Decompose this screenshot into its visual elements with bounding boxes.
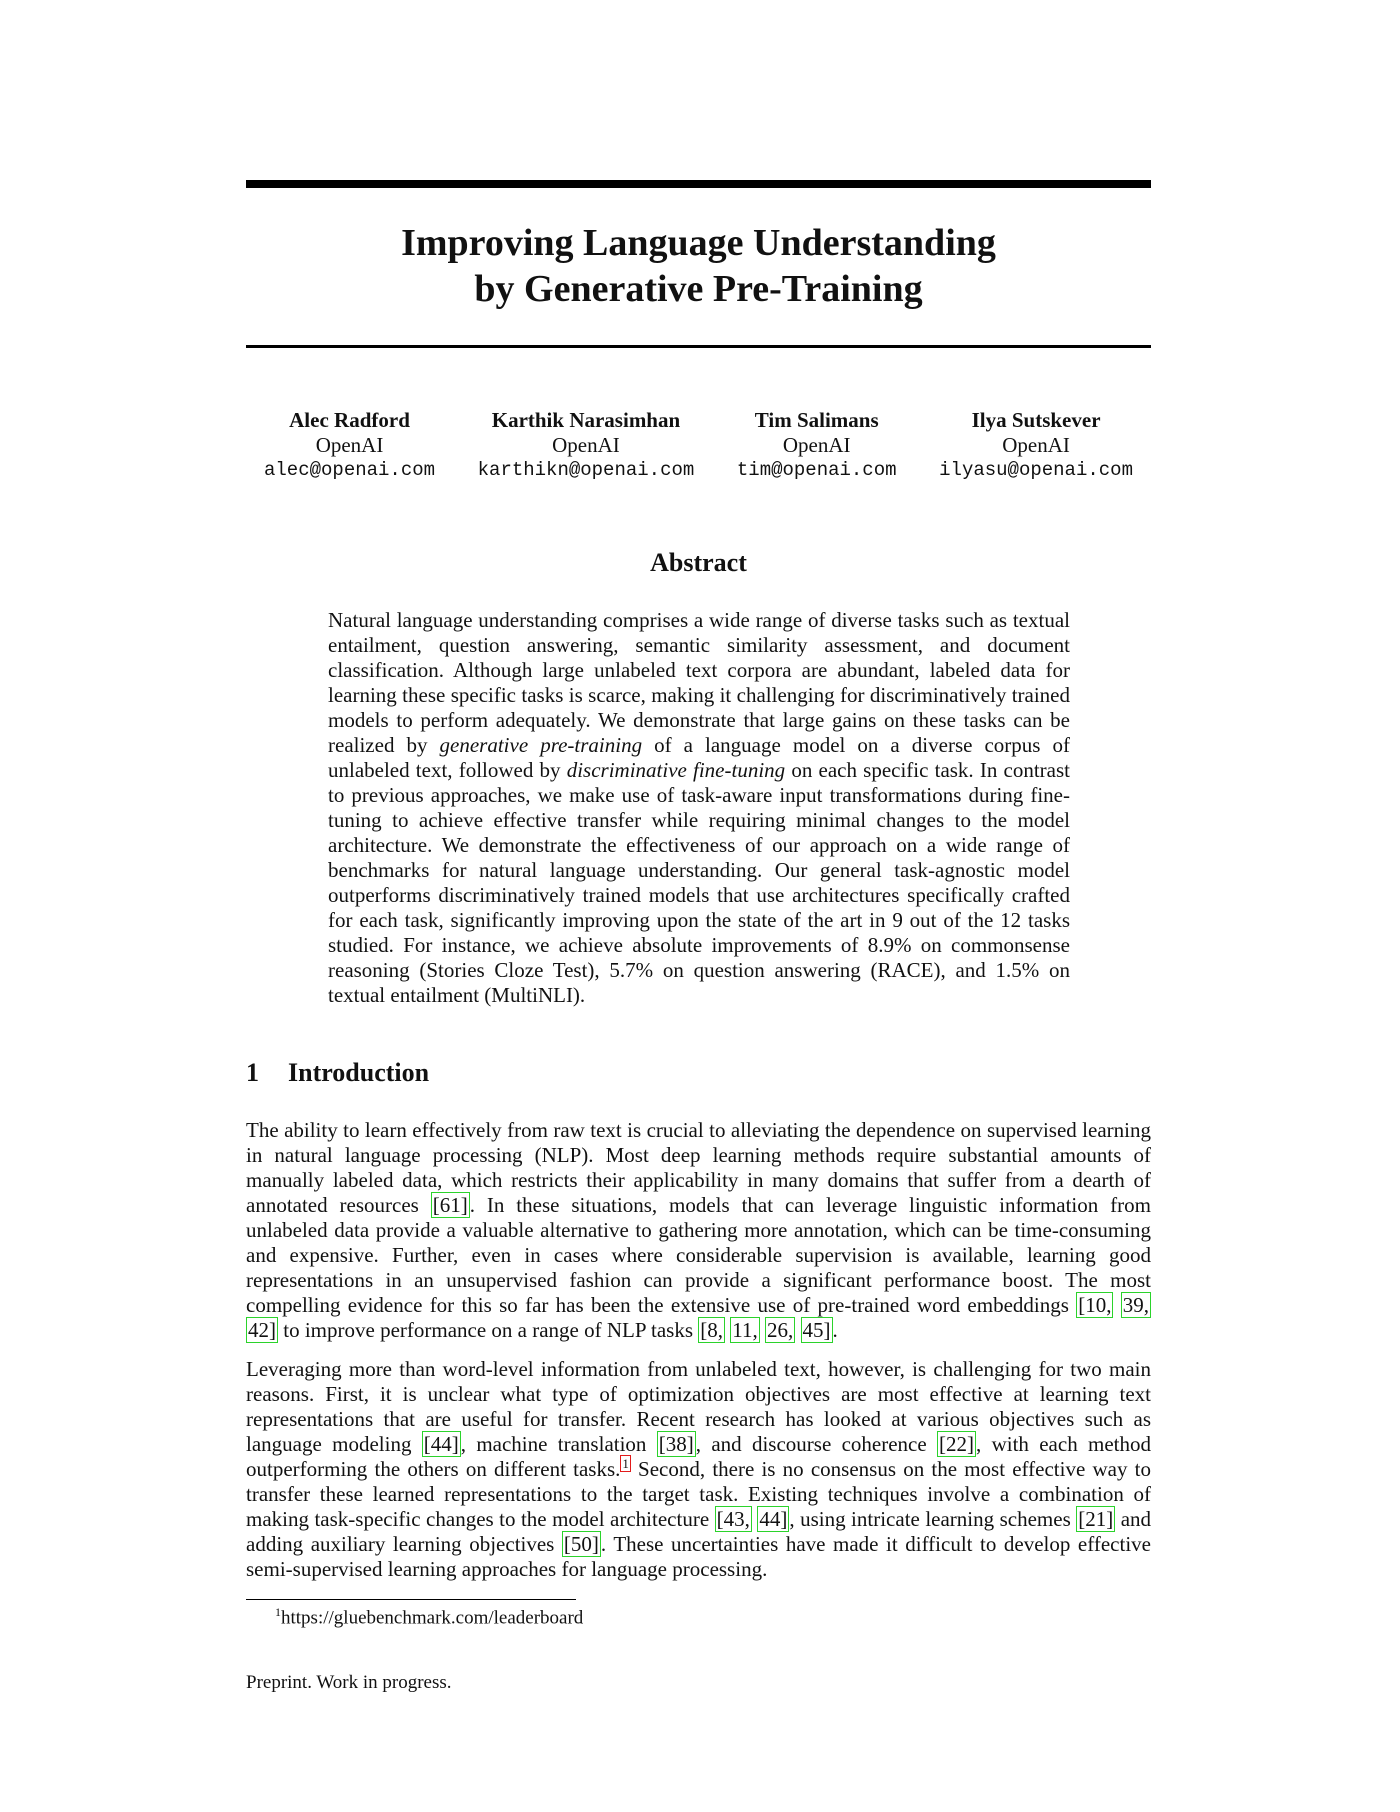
body-text: to improve performance on a range of NLP tasks bbox=[278, 1318, 699, 1342]
footnote-rule bbox=[246, 1599, 576, 1600]
citation-link[interactable]: [61] bbox=[432, 1193, 468, 1217]
intro-paragraph-1 bbox=[246, 1118, 1151, 1343]
author-affiliation: OpenAI bbox=[315, 433, 384, 457]
citation-link[interactable]: [38] bbox=[658, 1432, 694, 1456]
author-name: Alec Radford bbox=[289, 408, 410, 432]
footnote bbox=[275, 1605, 583, 1629]
section-title: Introduction bbox=[288, 1058, 430, 1087]
abstract-text: on each specific task. In contrast to previous approaches, we make use of task-aware input transformations during fine-tuning to achieve effective transfer while requiring minimal changes to the model architecture. We demonstrate the effectiveness of our approach on a wide range of benchmarks for natural language understanding. Our general task-agnostic model outperforms discriminatively trained models that use architectures specifically crafted for each task, significantly improving upon the state of the art in 9 out of the 12 tasks studied. For instance, we achieve absolute improvements of 8.9% on commonsense reasoning (Stories Cloze Test), 5.7% on question answering (RACE), and 1.5% on textual entailment (MultiNLI). bbox=[328, 758, 1070, 1007]
body-text: . bbox=[832, 1318, 838, 1342]
title-line-2: by Generative Pre-Training bbox=[474, 268, 923, 310]
body-text: The ability to learn effectively from raw text is crucial to alleviating the dependence on supervised learning in natural language processing (NLP). Most deep learning methods require substantial amounts of manually labeled data, which restricts their applicability in many domains that suffer from a dearth of annotated resources bbox=[246, 1118, 1151, 1217]
author-name: Ilya Sutskever bbox=[971, 408, 1101, 432]
author-email[interactable]: tim@openai.com bbox=[736, 459, 897, 481]
citation-link[interactable]: 45] bbox=[802, 1318, 831, 1342]
author-affiliation: OpenAI bbox=[782, 433, 851, 457]
body-text: Second, there is no consensus on the most effective way to transfer these learned representations to the target task. Existing techniques involve a combination of making task-specific changes to the model architecture bbox=[246, 1457, 1151, 1531]
body-text: . These uncertainties have made it difficult to develop effective semi-supervised learning approaches for language processing. bbox=[246, 1532, 1151, 1581]
body-text: , machine translation bbox=[460, 1432, 657, 1456]
author-block bbox=[246, 408, 1151, 483]
citation-link[interactable]: [50] bbox=[563, 1532, 599, 1556]
section-heading-introduction bbox=[246, 1058, 429, 1088]
abstract-text: of a language model on a diverse corpus of unlabeled text, followed by bbox=[328, 733, 1070, 782]
author-3 bbox=[737, 408, 897, 483]
author-name: Tim Salimans bbox=[754, 408, 879, 432]
citation-link[interactable]: 26, bbox=[767, 1318, 794, 1342]
author-affiliation: OpenAI bbox=[552, 433, 620, 457]
intro-paragraph-2 bbox=[246, 1357, 1151, 1582]
citation-link[interactable]: [44] bbox=[423, 1432, 459, 1456]
section-number: 1 bbox=[246, 1058, 259, 1087]
author-email[interactable]: alec@openai.com bbox=[264, 459, 436, 481]
abstract-body bbox=[328, 608, 1070, 1008]
author-4 bbox=[939, 408, 1133, 483]
citation-link[interactable]: [43, bbox=[716, 1507, 750, 1531]
footnote-url[interactable]: https://gluebenchmark.com/leaderboard bbox=[281, 1607, 584, 1629]
author-name: Karthik Narasimhan bbox=[491, 408, 681, 432]
title-bottom-rule bbox=[246, 345, 1151, 348]
author-email[interactable]: karthikn@openai.com bbox=[477, 459, 695, 481]
preprint-notice: Preprint. Work in progress. bbox=[246, 1672, 452, 1693]
body-text: Leveraging more than word-level information from unlabeled text, however, is challenging for two main reasons. First, it is unclear what type of optimization objectives are most effective at learning text representations that are useful for transfer. Recent research has looked at various objectives such as language modeling bbox=[246, 1357, 1151, 1456]
citation-link[interactable]: [10, bbox=[1078, 1293, 1112, 1317]
citation-link[interactable]: [22] bbox=[939, 1432, 975, 1456]
paper-title bbox=[246, 220, 1151, 312]
author-email[interactable]: ilyasu@openai.com bbox=[939, 459, 1133, 481]
abstract-emphasis: generative pre-training bbox=[439, 733, 643, 757]
abstract-text: Natural language understanding comprises a wide range of diverse tasks such as textual entailment, question answering, semantic similarity assessment, and document classification. Although large unlabeled text corpora are abundant, labeled data for learning these specific tasks is scarce, making it challenging for discriminatively trained models to perform adequately. We demonstrate that large gains on these tasks can be realized by bbox=[328, 608, 1070, 757]
footnote-link[interactable]: 1 bbox=[622, 1456, 629, 1471]
body-text: , with each method outperforming the others on different tasks. bbox=[246, 1432, 1152, 1481]
citation-link[interactable]: 39, bbox=[1122, 1293, 1149, 1317]
citation-link[interactable]: [21] bbox=[1078, 1507, 1114, 1531]
citation-link[interactable]: 42] bbox=[248, 1318, 276, 1342]
body-text: , using intricate learning schemes bbox=[789, 1507, 1077, 1531]
title-top-rule bbox=[246, 180, 1151, 188]
citation-link[interactable]: 44] bbox=[759, 1507, 788, 1531]
abstract-heading: Abstract bbox=[650, 548, 747, 577]
body-text: . In these situations, models that can leverage linguistic information from unlabeled data provide a valuable alternative to gathering more annotation, which can be time-consuming and expensive. Further, even in cases where considerable supervision is available, learning good representations in an unsupervised fashion can provide a significant performance boost. The most compelling evidence for this so far has been the extensive use of pre-trained word embeddings bbox=[246, 1193, 1151, 1317]
body-text: and adding auxiliary learning objectives bbox=[246, 1507, 1152, 1556]
citation-link[interactable]: [8, bbox=[700, 1318, 724, 1342]
title-line-1: Improving Language Understanding bbox=[401, 222, 996, 264]
citation-link[interactable]: 11, bbox=[732, 1318, 758, 1342]
author-affiliation: OpenAI bbox=[1002, 433, 1070, 457]
author-1 bbox=[264, 408, 435, 483]
body-text: , and discourse coherence bbox=[695, 1432, 938, 1456]
author-2 bbox=[478, 408, 695, 483]
footnote-mark: 1 bbox=[275, 1605, 281, 1619]
abstract-emphasis: discriminative fine-tuning bbox=[566, 758, 786, 782]
